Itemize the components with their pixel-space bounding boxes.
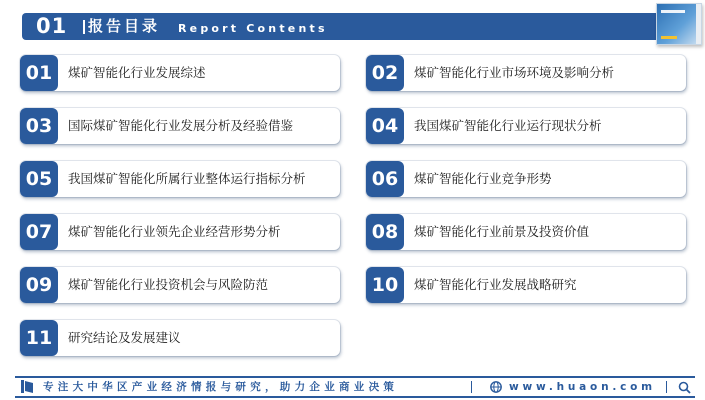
item-number-badge: 06: [366, 161, 404, 197]
toc-item-07[interactable]: [20, 214, 340, 250]
toc-item-06[interactable]: [366, 161, 686, 197]
item-label: 煤矿智能化行业发展综述: [68, 65, 206, 80]
item-number-badge: 03: [20, 108, 58, 144]
footer-slogan: 专注大中华区产业经济情报与研究，助力企业商业决策: [43, 381, 399, 393]
globe-icon: [490, 381, 502, 393]
toc-item-09[interactable]: [20, 267, 340, 303]
item-number-badge: 10: [366, 267, 404, 303]
toc-item-03[interactable]: [20, 108, 340, 144]
item-label: 我国煤矿智能化所属行业整体运行指标分析: [68, 171, 306, 186]
item-label: 煤矿智能化行业发展战略研究: [414, 277, 577, 292]
item-label: 煤矿智能化行业前景及投资价值: [414, 224, 590, 239]
toc-item-01[interactable]: [20, 55, 340, 91]
item-label: 煤矿智能化行业投资机会与风险防范: [68, 277, 269, 292]
item-label: 我国煤矿智能化行业运行现状分析: [414, 118, 602, 133]
header-divider: [83, 20, 85, 34]
item-number-badge: 02: [366, 55, 404, 91]
item-number-badge: 11: [20, 320, 58, 356]
item-number-badge: 09: [20, 267, 58, 303]
item-number-badge: 08: [366, 214, 404, 250]
toc-item-05[interactable]: [20, 161, 340, 197]
page-subtitle: Report Contents: [178, 22, 328, 35]
section-number: 01: [36, 14, 68, 38]
item-number-badge: 04: [366, 108, 404, 144]
book-cover-icon: [656, 3, 702, 45]
item-number-badge: 01: [20, 55, 58, 91]
page-title: 报告目录: [88, 17, 161, 35]
item-label: 研究结论及发展建议: [68, 330, 181, 345]
item-number-badge: 05: [20, 161, 58, 197]
footer-bar: [15, 376, 695, 398]
logo-icon: [21, 380, 33, 393]
item-number-badge: 07: [20, 214, 58, 250]
footer-divider: [471, 381, 472, 393]
website-link[interactable]: www.huaon.com: [509, 381, 656, 393]
toc-item-10[interactable]: [366, 267, 686, 303]
section-header: [22, 13, 662, 40]
item-label: 国际煤矿智能化行业发展分析及经验借鉴: [68, 118, 294, 133]
toc-item-02[interactable]: [366, 55, 686, 91]
item-label: 煤矿智能化行业市场环境及影响分析: [414, 65, 615, 80]
toc-item-08[interactable]: [366, 214, 686, 250]
search-icon[interactable]: [678, 381, 691, 394]
footer-divider: [666, 381, 667, 393]
toc-item-04[interactable]: [366, 108, 686, 144]
toc-item-11[interactable]: [20, 320, 340, 356]
item-label: 煤矿智能化行业竞争形势: [414, 171, 552, 186]
item-label: 煤矿智能化行业领先企业经营形势分析: [68, 224, 281, 239]
